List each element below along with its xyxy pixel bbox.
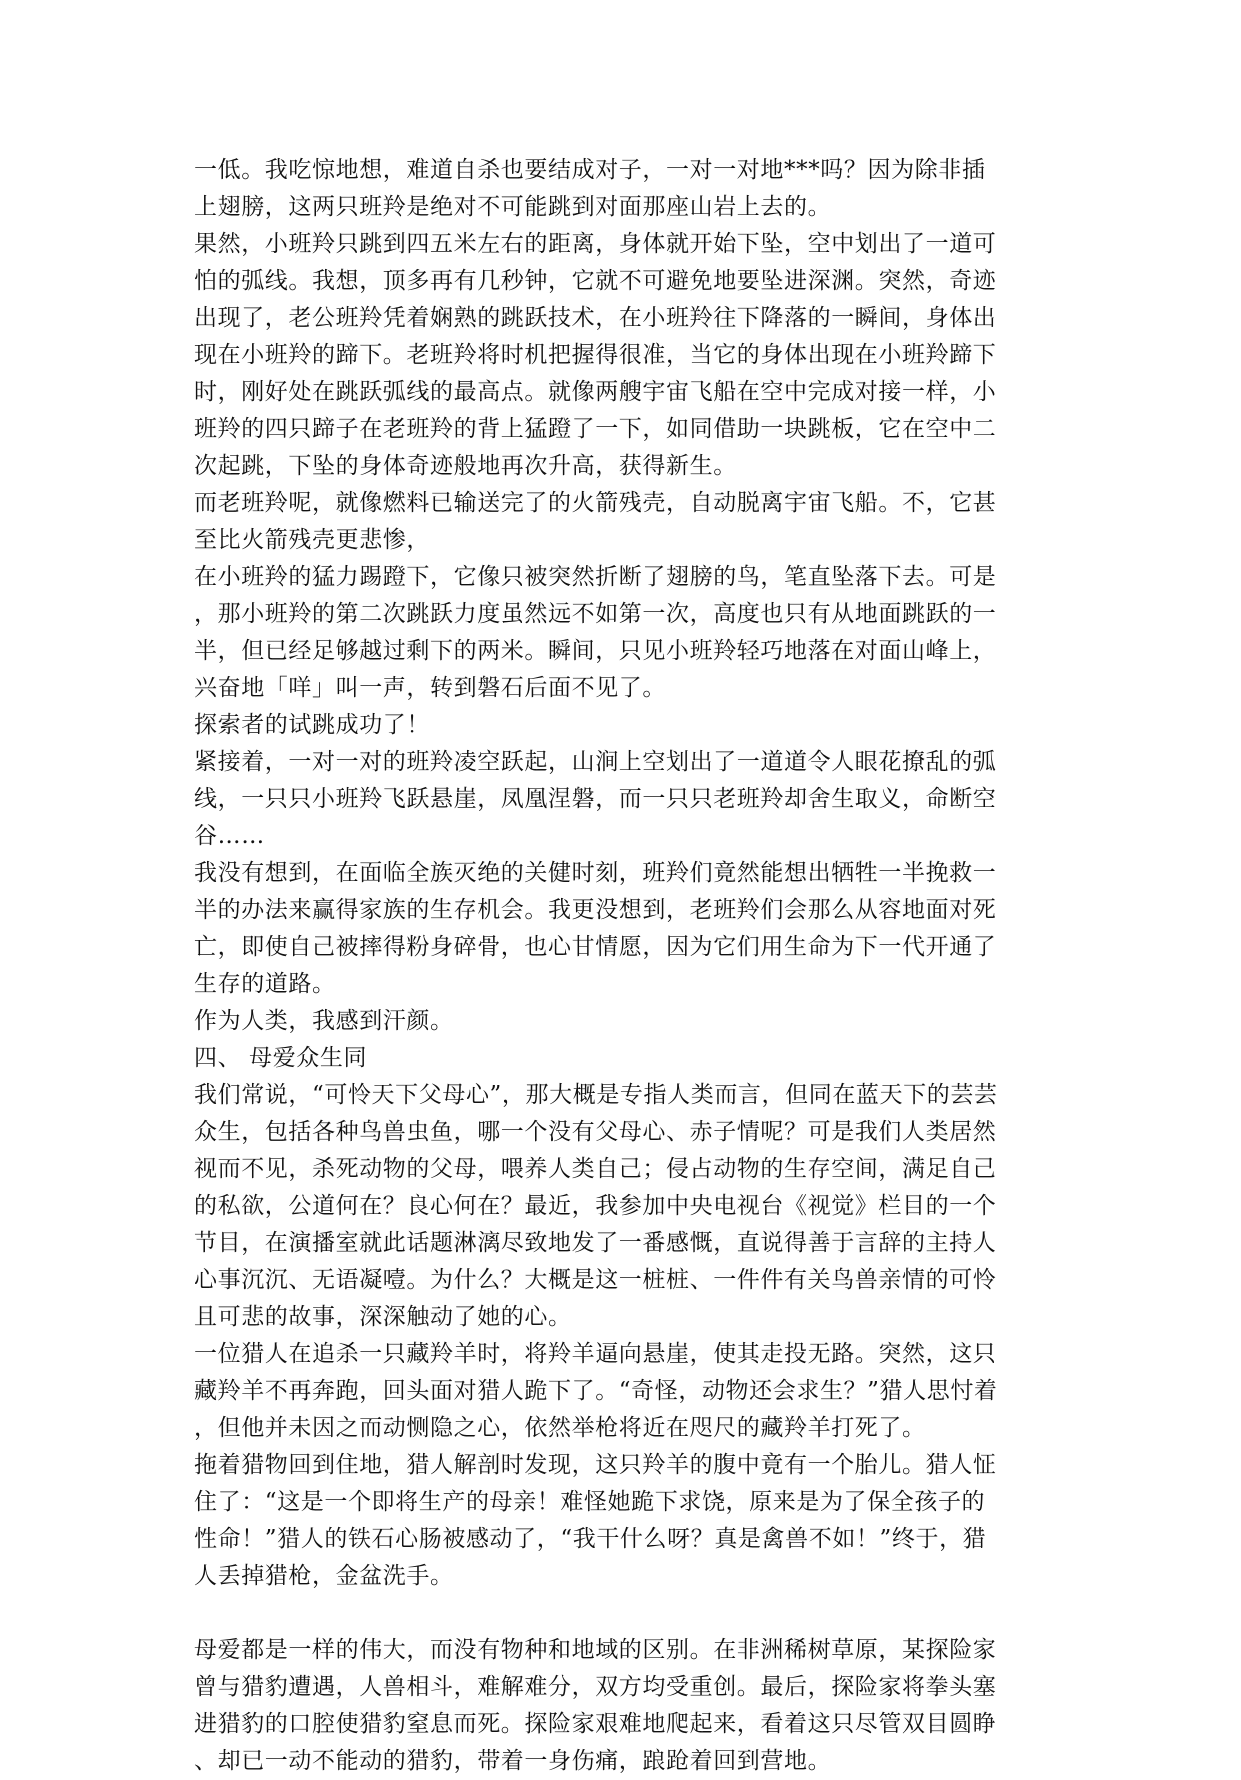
document-page — [194, 152, 1047, 1780]
text-line: 且可悲的故事，深深触动了她的心。 — [194, 1304, 572, 1330]
text-line: 果然，小班羚只跳到四五米左右的距离，身体就开始下坠，空中划出了一道可 — [194, 231, 997, 257]
text-line: 曾与猎豹遭遇，人兽相斗，难解难分，双方均受重创。最后，探险家将拳头塞 — [194, 1674, 997, 1700]
text-line: 谷…… — [194, 823, 265, 849]
text-line: 的私欲，公道何在？良心何在？最近，我参加中央电视台《视觉》栏目的一个 — [194, 1193, 997, 1219]
text-line: 众生，包括各种鸟兽虫鱼，哪一个没有父母心、赤子情呢？可是我们人类居然 — [194, 1119, 997, 1145]
text-line: 兴奋地「咩」叫一声，转到磐石后面不见了。 — [194, 675, 666, 701]
text-line: 半，但已经足够越过剩下的两米。瞬间，只见小班羚轻巧地落在对面山峰上， — [194, 638, 997, 664]
text-line: 视而不见，杀死动物的父母，喂养人类自己；侵占动物的生存空间，满足自己 — [194, 1156, 997, 1182]
text-line: 母爱都是一样的伟大，而没有物种和地域的区别。在非洲稀树草原，某探险家 — [194, 1637, 997, 1663]
text-line: 时，刚好处在跳跃弧线的最高点。就像两艘宇宙飞船在空中完成对接一样，小 — [194, 379, 997, 405]
text-line: 、却已一动不能动的猎豹，带着一身伤痛，踉跄着回到营地。 — [194, 1748, 832, 1774]
text-line: 而老班羚呢，就像燃料已输送完了的火箭残壳，自动脱离宇宙飞船。不，它甚 — [194, 490, 997, 516]
text-line: 住了：“这是一个即将生产的母亲！难怪她跪下求饶，原来是为了保全孩子的 — [194, 1489, 986, 1515]
text-line: ，但他并未因之而动恻隐之心，依然举枪将近在咫尺的藏羚羊打死了。 — [194, 1415, 926, 1441]
text-line: 怕的弧线。我想，顶多再有几秒钟，它就不可避免地要坠进深渊。突然，奇迹 — [194, 268, 997, 294]
text-line: 在小班羚的猛力踢蹬下，它像只被突然折断了翅膀的鸟，笔直坠落下去。可是 — [194, 564, 997, 590]
text-line: 我没有想到，在面临全族灭绝的关健时刻，班羚们竟然能想出牺牲一半挽救一 — [194, 860, 997, 886]
text-line: 藏羚羊不再奔跑，回头面对猎人跪下了。“奇怪，动物还会求生？”猎人思忖着 — [194, 1378, 998, 1404]
text-line: 班羚的四只蹄子在老班羚的背上猛蹬了一下，如同借助一块跳板，它在空中二 — [194, 416, 997, 442]
text-line: 一低。我吃惊地想，难道自杀也要结成对子，一对一对地***吗？因为除非插 — [194, 157, 986, 183]
text-line: 作为人类，我感到汗颜。 — [194, 1008, 454, 1034]
text-line: 进猎豹的口腔使猎豹窒息而死。探险家艰难地爬起来，看着这只尽管双目圆睁 — [194, 1711, 997, 1737]
section-heading: 四、 母爱众生同 — [194, 1045, 368, 1071]
text-line: 现在小班羚的蹄下。老班羚将时机把握得很准，当它的身体出现在小班羚蹄下 — [194, 342, 997, 368]
text-line: 紧接着，一对一对的班羚凌空跃起，山涧上空划出了一道道令人眼花撩乱的弧 — [194, 749, 997, 775]
text-line: 性命！”猎人的铁石心肠被感动了，“我干什么呀？真是禽兽不如！”终于，猎 — [194, 1526, 987, 1552]
blank-line — [194, 1595, 1047, 1632]
text-line: 人丢掉猎枪，金盆洗手。 — [194, 1563, 454, 1589]
text-line: 一位猎人在追杀一只藏羚羊时，将羚羊逼向悬崖，使其走投无路。突然，这只 — [194, 1341, 997, 1367]
text-line: 亡，即使自己被摔得粉身碎骨，也心甘情愿，因为它们用生命为下一代开通了 — [194, 934, 997, 960]
text-line: 心事沉沉、无语凝噎。为什么？大概是这一桩桩、一件件有关鸟兽亲情的可怜 — [194, 1267, 997, 1293]
text-line: 探索者的试跳成功了！ — [194, 712, 430, 738]
text-line: 我们常说，“可怜天下父母心”，那大概是专指人类而言，但同在蓝天下的芸芸 — [194, 1082, 998, 1108]
text-line: 出现了，老公班羚凭着娴熟的跳跃技术，在小班羚往下降落的一瞬间，身体出 — [194, 305, 997, 331]
text-line: 至比火箭残壳更悲惨， — [194, 527, 430, 553]
text-line: 半的办法来赢得家族的生存机会。我更没想到，老班羚们会那么从容地面对死 — [194, 897, 997, 923]
text-line: 节目，在演播室就此话题淋漓尽致地发了一番感慨，直说得善于言辞的主持人 — [194, 1230, 997, 1256]
text-line: ，那小班羚的第二次跳跃力度虽然远不如第一次，高度也只有从地面跳跃的一 — [194, 601, 997, 627]
text-line: 次起跳，下坠的身体奇迹般地再次升高，获得新生。 — [194, 453, 737, 479]
text-line: 线，一只只小班羚飞跃悬崖，凤凰涅磐，而一只只老班羚却舍生取义，命断空 — [194, 786, 997, 812]
text-line: 拖着猎物回到住地，猎人解剖时发现，这只羚羊的腹中竟有一个胎儿。猎人怔 — [194, 1452, 997, 1478]
text-line: 上翅膀，这两只班羚是绝对不可能跳到对面那座山岩上去的。 — [194, 194, 832, 220]
text-line: 生存的道路。 — [194, 971, 336, 997]
